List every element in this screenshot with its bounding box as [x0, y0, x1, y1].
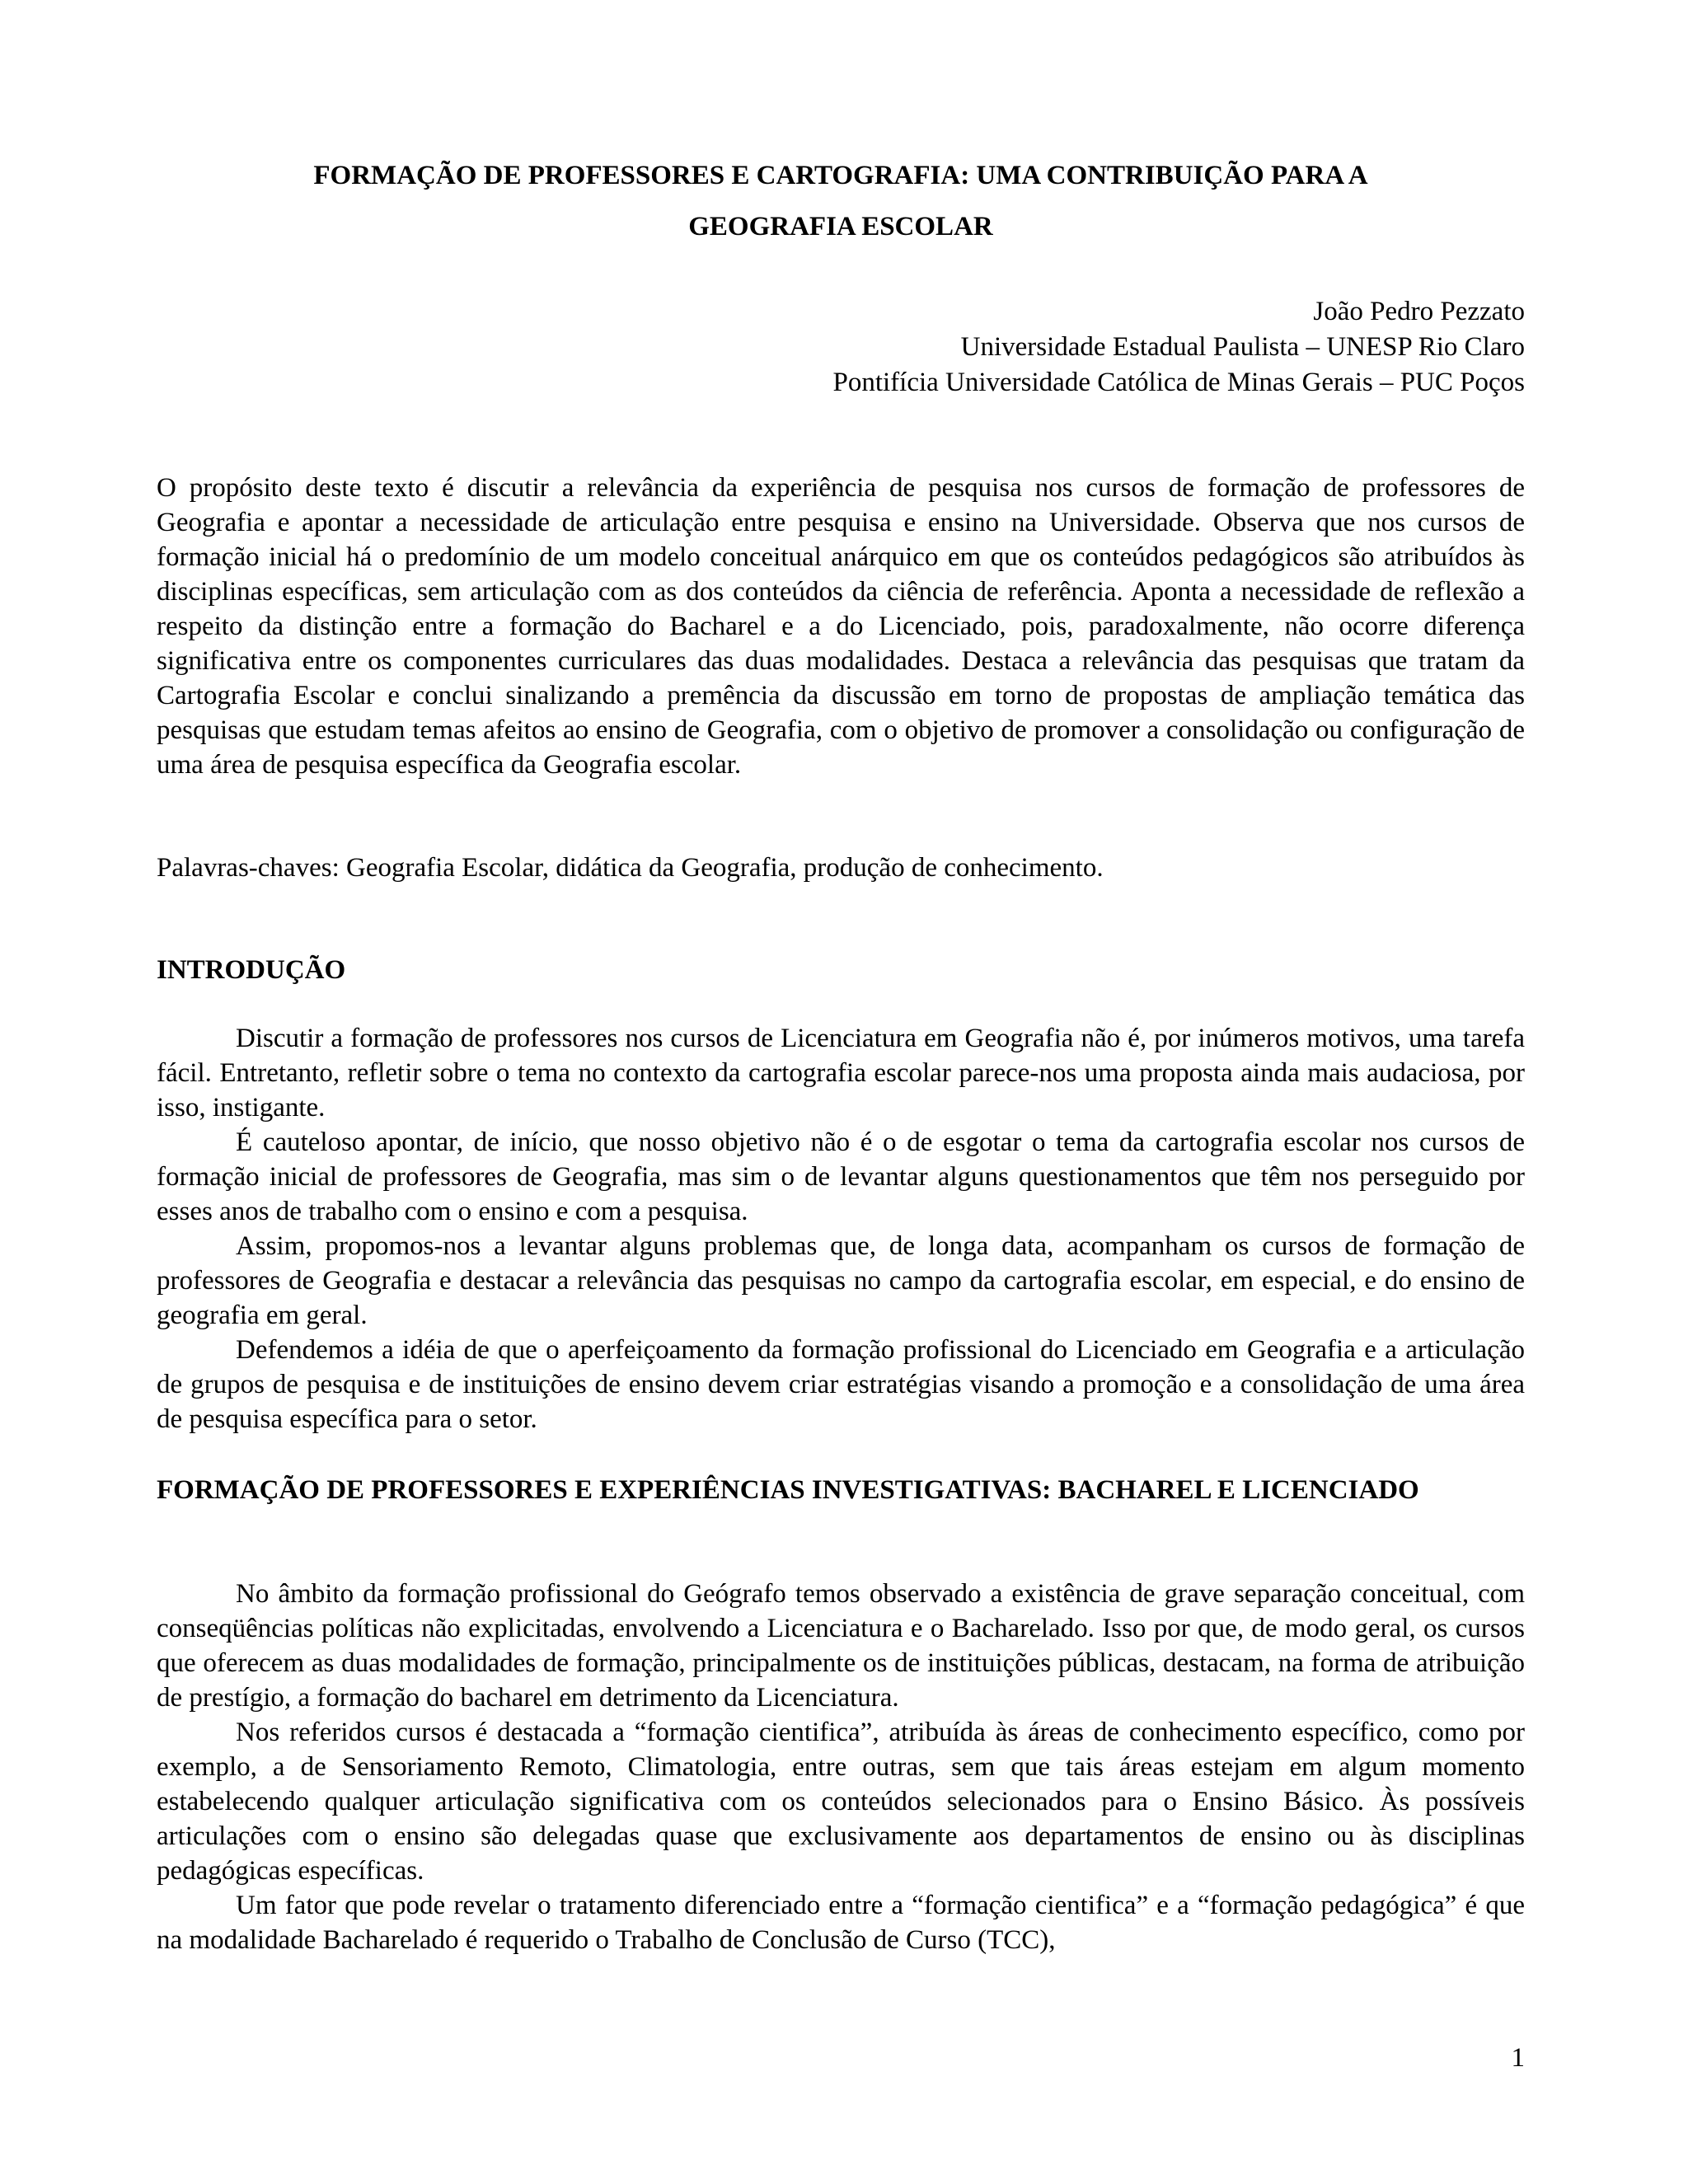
paragraph: Discutir a formação de professores nos cursos de Licenciatura em Geografia não é, por inúmeros motivos, uma tarefa fácil. Entretanto, refletir sobre o tema no contexto da cartografia escolar parece-nos uma proposta ainda mais audaciosa, por isso, instigante. [157, 1024, 1525, 1122]
keywords-text: Palavras-chaves: Geografia Escolar, didática da Geografia, produção de conhecimento. [157, 853, 1104, 883]
paragraph: Assim, propomos-nos a levantar alguns problemas que, de longa data, acompanham os cursos de formação de professores de Geografia e destacar a relevância das pesquisas no campo da cartografia escolar, em especial, e do ensino de geografia em geral. [157, 1231, 1525, 1330]
document-page [157, 0, 1525, 2184]
paragraph: Um fator que pode revelar o tratamento diferenciado entre a “formação cientifica” e a “formação pedagógica” é que na modalidade Bacharelado é requerido o Trabalho de Conclusão de Curso (TCC), [157, 1891, 1525, 1955]
author-name: João Pedro Pezzato [1313, 297, 1525, 326]
paragraph: É cauteloso apontar, de início, que nosso objetivo não é o de esgotar o tema da cartografia escolar nos cursos de formação inicial de professores de Geografia, mas sim o de levantar alguns questionamentos que têm nos perseguido por esses anos de trabalho com o ensino e com a pesquisa. [157, 1127, 1525, 1226]
paper-title-line-2: GEOGRAFIA ESCOLAR [688, 212, 993, 241]
paragraph: Nos referidos cursos é destacada a “formação cientifica”, atribuída às áreas de conhecimento específico, como por exemplo, a de Sensoriamento Remoto, Climatologia, entre outras, sem que tais áreas estejam em algum momento estabelecendo qualquer articulação significativa com os conteúdos selecionados para o Ensino Básico. Às possíveis articulações com o ensino são delegadas quase que exclusivamente aos departamentos de ensino ou às disciplinas pedagógicas específicas. [157, 1718, 1525, 1886]
introduction-body [157, 1021, 1525, 1436]
abstract-text: O propósito deste texto é discutir a relevância da experiência de pesquisa nos cursos de formação de professores de Geografia e apontar a necessidade de articulação entre pesquisa e ensino na Universidade. Observa que nos cursos de formação inicial há o predomínio de um modelo conceitual anárquico em que os conteúdos pedagógicos são atribuídos às disciplinas específicas, sem articulação com as dos conteúdos da ciência de referência. Aponta a necessidade de reflexão a respeito da distinção entre a formação do Bacharel e a do Licenciado, pois, paradoxalmente, não ocorre diferença significativa entre os componentes curriculares das duas modalidades. Destaca a relevância das pesquisas que tratam da Cartografia Escolar e conclui sinalizando a premência da discussão em torno de propostas de ampliação temática das pesquisas que estudam temas afeitos ao ensino de Geografia, com o objetivo de promover a consolidação ou configuração de uma área de pesquisa específica da Geografia escolar. [157, 473, 1525, 780]
author-block [157, 294, 1525, 401]
paragraph: No âmbito da formação profissional do Geógrafo temos observado a existência de grave separação conceitual, com conseqüências políticas não explicitadas, envolvendo a Licenciatura e o Bacharelado. Isso por que, de modo geral, os cursos que oferecem as duas modalidades de formação, principalmente os de instituições públicas, destacam, na forma de atribuição de prestígio, a formação do bacharel em detrimento da Licenciatura. [157, 1579, 1525, 1713]
section-heading-formacao: FORMAÇÃO DE PROFESSORES E EXPERIÊNCIAS INVESTIGATIVAS: BACHAREL E LICENCIADO [157, 1475, 1419, 1505]
section-formacao-body [157, 1577, 1525, 1957]
abstract [157, 471, 1525, 782]
author-affiliation-2: Pontifícia Universidade Católica de Minas Gerais – PUC Poços [832, 368, 1525, 397]
keywords [157, 851, 1525, 885]
section-heading-introduction: INTRODUÇÃO [157, 955, 346, 985]
page-number: 1 [1511, 2043, 1525, 2073]
author-affiliation-1: Universidade Estadual Paulista – UNESP Rio Claro [960, 332, 1525, 362]
paper-title-line-1: FORMAÇÃO DE PROFESSORES E CARTOGRAFIA: UMA CONTRIBUIÇÃO PARA A [313, 161, 1368, 190]
paragraph: Defendemos a idéia de que o aperfeiçoamento da formação profissional do Licenciado em Geografia e a articulação de grupos de pesquisa e de instituições de ensino devem criar estratégias visando a promoção e a consolidação de uma área de pesquisa específica para o setor. [157, 1335, 1525, 1434]
